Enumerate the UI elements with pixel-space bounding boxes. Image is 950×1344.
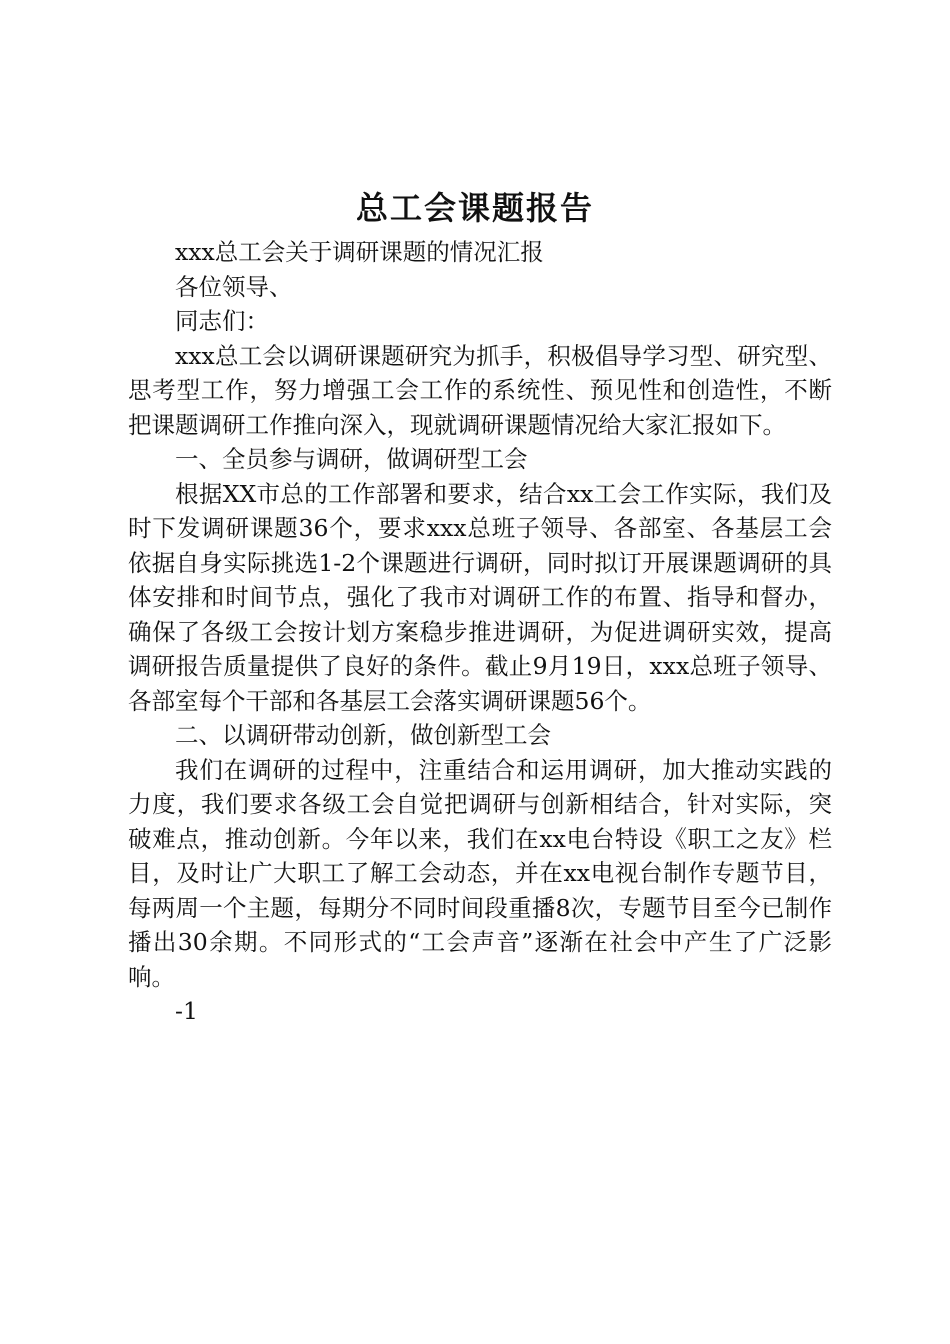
section-1-paragraph: 根据XX市总的工作部署和要求，结合xx工会工作实际，我们及时下发调研课题36个，要求xxx总班子领导、各部室、各基层工会依据自身实际挑选1-2个课题进行调研，同时拟订开展课题调研的具体安排和时间节点，强化了我市对调研工作的布置、指导和督办，确保了各级工会按计划方案稳步推进调研，为促进调研实效，提高调研报告质量提供了良好的条件。截止9月19日，xxx总班子领导、各部室每个干部和各基层工会落实调研课题56个。 (128, 479, 832, 715)
section-heading-2: 二、以调研带动创新，做创新型工会 (175, 721, 551, 749)
section-heading-1: 一、全员参与调研，做调研型工会 (175, 445, 528, 473)
section-2-paragraph: 我们在调研的过程中，注重结合和运用调研，加大推动实践的力度，我们要求各级工会自觉把调研与创新相结合，针对实际，突破难点，推动创新。今年以来，我们在xx电台特设《职工之友》栏目，及时让广大职工了解工会动态，并在xx电视台制作专题节目，每两周一个主题，每期分不同时间段重播8次，专题节目至今已制作播出30余期。不同形式的“工会声音”逐渐在社会中产生了广泛影响。 (128, 755, 832, 991)
intro-paragraph: xxx总工会以调研课题研究为抓手，积极倡导学习型、研究型、思考型工作，努力增强工会工作的系统性、预见性和创造性，不断把课题调研工作推向深入，现就调研课题情况给大家汇报如下。 (128, 341, 832, 439)
page-number: -1 (175, 997, 198, 1025)
salutation-comrades: 同志们： (175, 307, 269, 335)
salutation-leaders: 各位领导、 (175, 272, 293, 301)
document-body (128, 235, 832, 1029)
document-title: 总工会课题报告 (355, 189, 594, 227)
report-subtitle: xxx总工会关于调研课题的情况汇报 (175, 238, 544, 266)
